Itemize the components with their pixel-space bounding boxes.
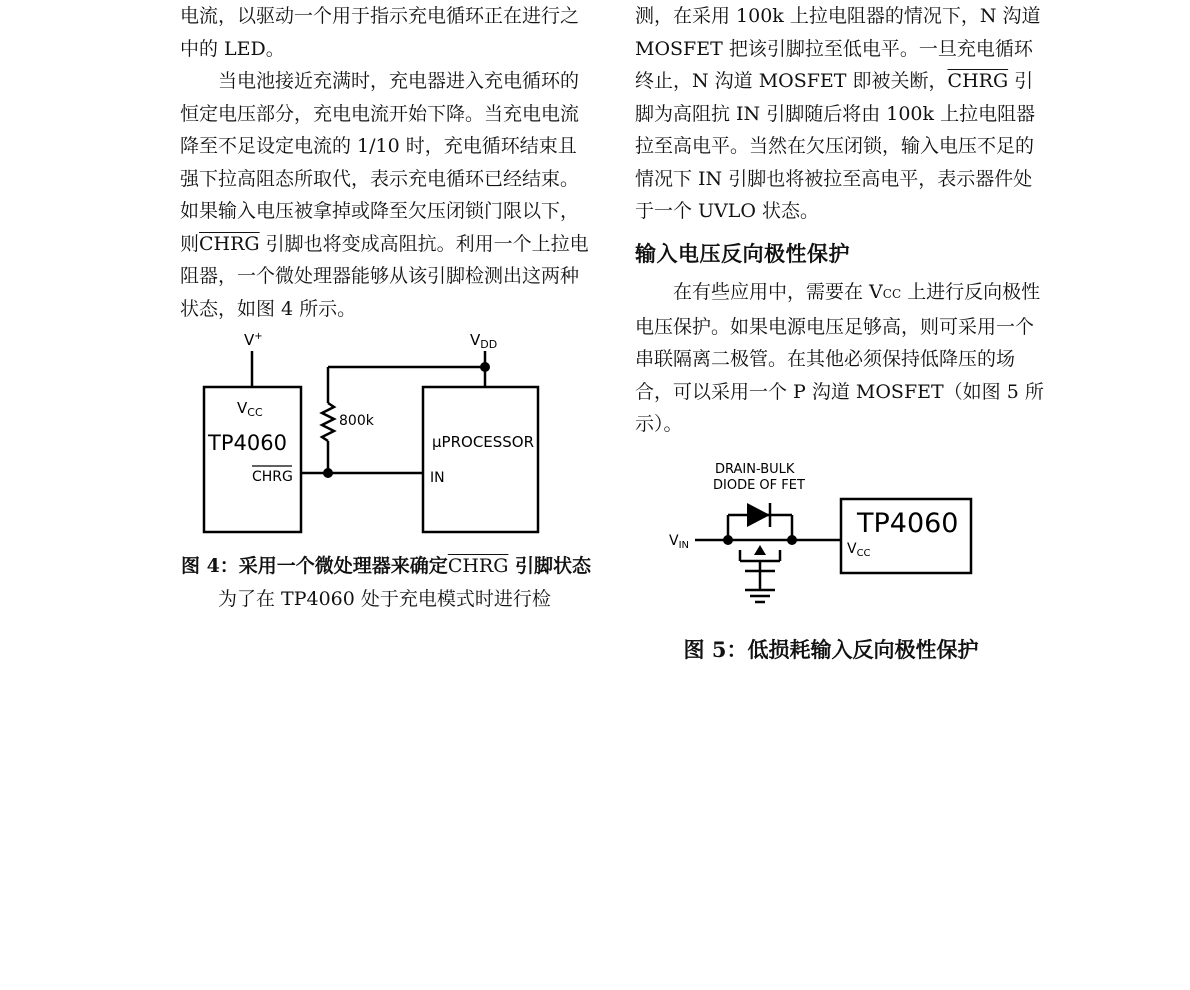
- text-run: 图 4：采用一个微处理器来确定: [180, 555, 448, 577]
- chrg-overline-text: CHRG: [199, 232, 260, 255]
- diode-label-line1: DRAIN-BULK: [715, 461, 795, 477]
- chrg-overline-text: CHRG: [947, 70, 1009, 92]
- in-pin-label: IN: [430, 470, 445, 486]
- diode-triangle: [747, 503, 770, 527]
- fet-arrow: [754, 545, 766, 555]
- tp4060-label: TP4060: [208, 431, 287, 455]
- text-run: 上进行反向极性电压保护。如果电源电压足够高，则可采用一个串联隔离二极管。在其他必须保持低降压的场合，可以采用一个 P 沟道 MOSFET（如图 5 所示）。: [635, 281, 1044, 435]
- text-run: 当电池接近充满时，充电器进入充电循环的恒定电压部分，充电电流开始下降。当充电电流降至不足设定电流的 1/10 时，充电循环结束且强下拉高阻态所取代，表示充电循环已经结束。如果输入电压被拿掉或降至欠压闭锁门限以下，则: [180, 70, 580, 255]
- section-heading: 输入电压反向极性保护: [635, 241, 850, 266]
- vcc-label: $V_{CC}$: [847, 540, 871, 559]
- vin-label: $V_{IN}$: [669, 532, 690, 551]
- junction-dot: [480, 362, 490, 372]
- figure-5-caption: 图 5：低损耗输入反向极性保护: [683, 636, 979, 662]
- vcc-subscript: CC: [882, 287, 902, 301]
- paragraph: 为了在 TP4060 处于充电模式时进行检: [218, 588, 551, 610]
- figure-4-circuit: [180, 329, 592, 551]
- diode-label-line2: DIODE OF FET: [713, 477, 805, 493]
- paragraph: [180, 65, 592, 325]
- resistor-value: 800k: [339, 413, 374, 429]
- tp4060-label: TP4060: [857, 507, 959, 539]
- processor-label: μPROCESSOR: [432, 433, 535, 451]
- paragraph: 电流，以驱动一个用于指示充电循环正在进行之中的 LED。: [180, 5, 580, 60]
- chrg-pin-label: CHRG: [252, 469, 293, 485]
- junction-dot: [323, 468, 333, 478]
- vdd-label: $V_{DD}$: [470, 331, 498, 351]
- paragraph: [635, 0, 1047, 228]
- left-column: [180, 0, 592, 616]
- figure-4-caption: [180, 551, 592, 581]
- junction-dot: [723, 535, 733, 545]
- paragraph: [635, 276, 1047, 441]
- vcc-label: $V_{CC}$: [237, 399, 263, 419]
- junction-dot: [787, 535, 797, 545]
- text-run: 引脚为高阻抗 IN 引脚随后将由 100k 上拉电阻器拉至高电平。当然在欠压闭锁，输入电压不足的情况下 IN 引脚也将被拉至高电平，表示器件处于一个 UVLO 状态。: [635, 70, 1036, 222]
- text-run: 在有些应用中，需要在 V: [673, 281, 883, 303]
- text-run: 引脚状态: [508, 555, 592, 577]
- text-run: 引脚也将变成高阻抗。利用一个上拉电阻器，一个微处理器能够从该引脚检测出这两种状态，如图 4 所示。: [180, 232, 589, 320]
- chrg-overline-text: CHRG: [447, 555, 509, 577]
- figure-5-circuit: [635, 453, 1047, 623]
- vplus-label: V+: [244, 331, 263, 349]
- right-column: [635, 0, 1047, 665]
- text-run: 测，在采用 100k 上拉电阻器的情况下，N 沟道 MOSFET 把该引脚拉至低电平。一旦充电循环终止，N 沟道 MOSFET 即被关断，: [635, 5, 1041, 92]
